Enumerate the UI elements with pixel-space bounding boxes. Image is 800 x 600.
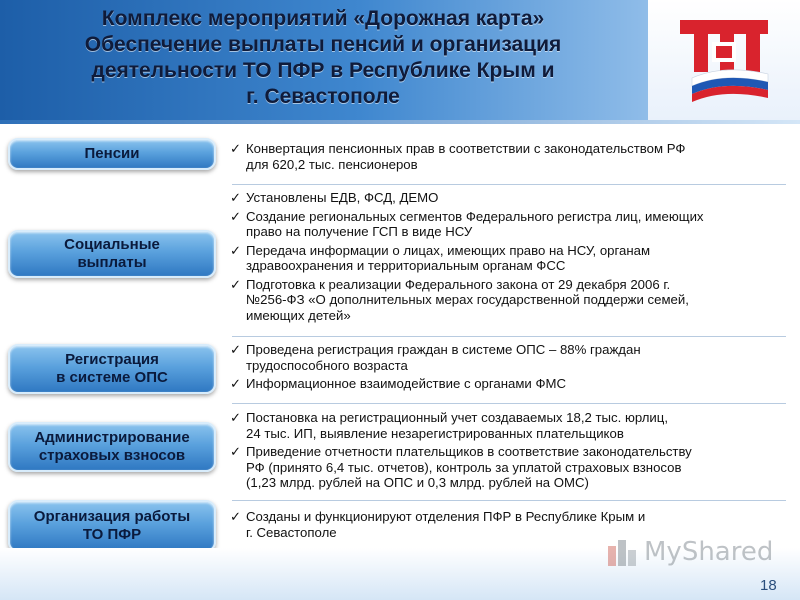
- list-item: ✓ Проведена регистрация граждан в системе ОПС – 88% граждан трудоспособного возраста: [230, 342, 641, 373]
- section-label-contributions-admin: Администрирование страховых взносов: [8, 422, 216, 472]
- logo-panel: [648, 0, 800, 120]
- section-content-contributions-admin: [230, 410, 786, 494]
- check-icon: ✓: [230, 376, 242, 391]
- section-label-social-payments: Социальные выплаты: [8, 230, 216, 278]
- section-content-pensions: [230, 141, 786, 175]
- section-label-pensions: Пенсии: [8, 138, 216, 170]
- check-icon: ✓: [230, 242, 242, 258]
- section-divider: [232, 500, 786, 501]
- section-content-ops-registration: [230, 342, 786, 395]
- check-icon: ✓: [230, 190, 242, 205]
- section-content-social-payments: [230, 190, 786, 326]
- pfr-logo-icon: [672, 12, 776, 108]
- check-icon: ✓: [230, 410, 242, 425]
- list-item: ✓ Передача информации о лицах, имеющих право на НСУ, органам здравоохранения и территориальным органам ФСС: [230, 242, 651, 273]
- check-icon: ✓: [230, 276, 242, 292]
- page-number: 18: [760, 577, 777, 594]
- section-divider: [232, 336, 786, 337]
- section-divider: [232, 403, 786, 404]
- list-item: ✓ Приведение отчетности плательщиков в соответствие законодательству РФ (принято 6,4 тыс. отчетов), контроль за уплатой страховых взносов (1,23 млрд. рублей на ОПС и 0,3 млрд. рублей на ОМС): [230, 444, 692, 490]
- check-icon: ✓: [230, 208, 242, 224]
- check-icon: ✓: [230, 509, 242, 524]
- list-item: ✓ Информационное взаимодействие с органами ФМС: [230, 376, 566, 391]
- check-icon: ✓: [230, 444, 242, 459]
- watermark-text: MyShared: [644, 537, 774, 567]
- section-label-ops-registration: Регистрация в системе ОПС: [8, 344, 216, 394]
- list-item: ✓ Создание региональных сегментов Федерального регистра лиц, имеющих право на получение ГСП в виде НСУ: [230, 208, 704, 239]
- watermark-logo-icon: [606, 536, 638, 568]
- list-item: ✓ Созданы и функционируют отделения ПФР в Республике Крым и г. Севастополе: [230, 509, 646, 540]
- section-divider: [232, 184, 786, 185]
- watermark: [606, 534, 773, 570]
- list-item: ✓ Постановка на регистрационный учет создаваемых 18,2 тыс. юрлиц, 24 тыс. ИП, выявление незарегистрированных плательщиков: [230, 410, 668, 441]
- list-item: ✓ Установлены ЕДВ, ФСД, ДЕМО: [230, 190, 439, 205]
- list-item: ✓ Подготовка к реализации Федерального закона от 29 декабря 2006 г. №256-ФЗ «О дополнительных мерах государственной поддержи семей, имеющих детей»: [230, 276, 689, 323]
- check-icon: ✓: [230, 141, 242, 156]
- check-icon: ✓: [230, 342, 242, 357]
- slide-title: Комплекс мероприятий «Дорожная карта» Обеспечение выплаты пенсий и организация деятельности ТО ПФР в Республике Крым и г. Севастополе: [84, 7, 562, 108]
- header-divider: [0, 120, 800, 124]
- section-label-office-organization: Организация работы ТО ПФР: [8, 500, 216, 552]
- list-item: ✓ Конвертация пенсионных прав в соответствии с законодательством РФ для 620,2 тыс. пенсионеров: [230, 141, 686, 172]
